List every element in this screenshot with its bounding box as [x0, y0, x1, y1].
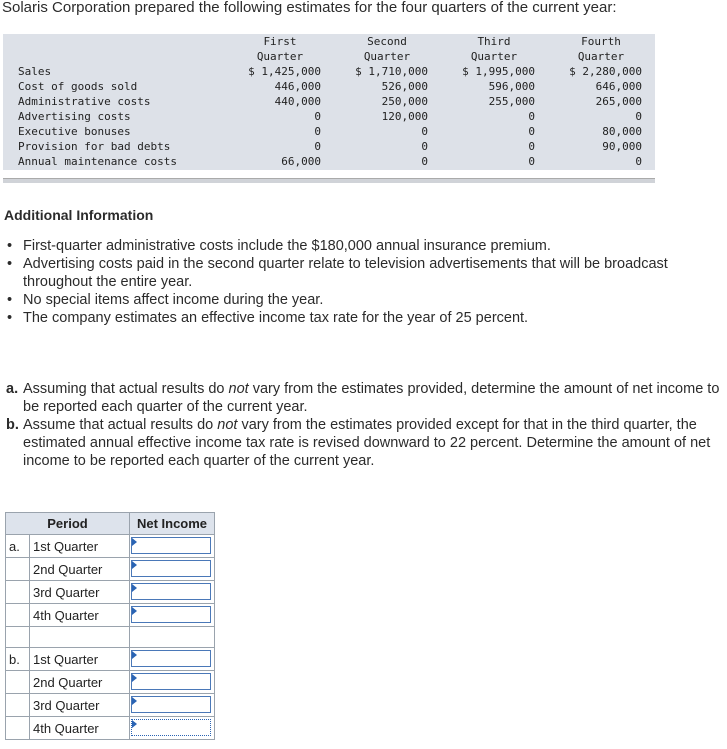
estimate-value: 0	[421, 155, 428, 168]
estimate-value: 0	[421, 140, 428, 153]
net-income-input-b-q4[interactable]	[131, 719, 211, 736]
note-item: • No special items affect income during the year.	[23, 291, 683, 309]
estimate-row	[3, 154, 655, 169]
table-row	[6, 558, 215, 581]
net-income-input-a-q4[interactable]	[131, 606, 211, 623]
estimate-value: 646,000	[595, 80, 642, 93]
estimate-value: 66,000	[281, 155, 321, 168]
estimate-row-label: Administrative costs	[18, 95, 151, 108]
estimate-value: $ 1,995,000	[462, 65, 535, 78]
part-a-label: a.	[6, 535, 30, 558]
estimates-body	[3, 64, 655, 170]
question-a-label: a.	[6, 381, 19, 397]
period-label: 3rd Quarter	[30, 694, 130, 717]
estimate-value: 0	[421, 125, 428, 138]
additional-info-title: Additional Information	[4, 207, 154, 223]
estimate-value: $ 2,280,000	[569, 65, 642, 78]
questions	[6, 380, 721, 470]
table-spacer	[6, 627, 215, 648]
header-period: Period	[6, 513, 130, 535]
table-row	[6, 604, 215, 627]
estimate-value: 265,000	[595, 95, 642, 108]
estimate-value: 446,000	[274, 80, 321, 93]
question-b-label: b.	[6, 417, 19, 433]
estimate-value: $ 1,710,000	[355, 65, 428, 78]
note-item: • Advertising costs paid in the second quarter relate to television advertisements that will be broadcast throughout the entire year.	[23, 255, 683, 291]
question-b-text-1: Assume that actual results do	[23, 417, 218, 433]
note-item: • The company estimates an effective income tax rate for the year of 25 percent.	[23, 309, 683, 327]
estimate-value: 0	[528, 155, 535, 168]
table-divider	[3, 178, 655, 183]
estimate-row	[3, 64, 655, 79]
net-income-input-b-q3[interactable]	[131, 696, 211, 713]
estimate-value: 0	[528, 110, 535, 123]
estimates-table	[3, 34, 655, 170]
intro-text: Solaris Corporation prepared the following estimates for the four quarters of the current year:	[2, 0, 617, 16]
estimate-value: 255,000	[488, 95, 535, 108]
net-income-input-b-q2[interactable]	[131, 673, 211, 690]
estimate-value: $ 1,425,000	[248, 65, 321, 78]
table-row	[6, 581, 215, 604]
part-b-label: b.	[6, 648, 30, 671]
question-a-emphasis: not	[228, 381, 249, 397]
estimate-value: 250,000	[381, 95, 428, 108]
table-row	[6, 648, 215, 671]
net-income-input-a-q2[interactable]	[131, 560, 211, 577]
period-label: 1st Quarter	[30, 648, 130, 671]
table-row	[6, 671, 215, 694]
header-fourth: Fourth Quarter	[577, 35, 625, 63]
table-row	[6, 694, 215, 717]
net-income-input-b-q1[interactable]	[131, 650, 211, 667]
period-label: 2nd Quarter	[30, 671, 130, 694]
estimate-value: 120,000	[381, 110, 428, 123]
question-a-text-1: Assuming that actual results do	[23, 381, 229, 397]
additional-info-list	[0, 237, 683, 327]
estimate-value: 90,000	[602, 140, 642, 153]
estimate-row	[3, 79, 655, 94]
period-label: 2nd Quarter	[30, 558, 130, 581]
estimate-value: 596,000	[488, 80, 535, 93]
net-income-input-a-q1[interactable]	[131, 537, 211, 554]
question-b	[6, 416, 721, 470]
estimate-row	[3, 139, 655, 154]
estimate-row-label: Annual maintenance costs	[18, 155, 177, 168]
period-label: 4th Quarter	[30, 717, 130, 740]
header-net-income: Net Income	[130, 513, 215, 535]
estimate-value: 526,000	[381, 80, 428, 93]
estimate-value: 0	[635, 155, 642, 168]
estimate-value: 80,000	[602, 125, 642, 138]
answer-table	[5, 512, 215, 740]
estimate-row	[3, 109, 655, 124]
estimate-row-label: Cost of goods sold	[18, 80, 138, 93]
table-row	[6, 535, 215, 558]
question-a	[6, 380, 721, 416]
header-first: First Quarter	[256, 35, 304, 63]
estimate-value: 0	[314, 110, 321, 123]
period-label: 1st Quarter	[30, 535, 130, 558]
estimate-value: 440,000	[274, 95, 321, 108]
estimate-row	[3, 124, 655, 139]
estimate-value: 0	[314, 125, 321, 138]
question-b-text-2: vary from the estimates provided except for that in the third quarter, the estimated annual effective income tax rate is revised downward to 22 percent. Determine the amount of net income to be reported each quarter of the current year.	[23, 417, 711, 469]
period-label: 4th Quarter	[30, 604, 130, 627]
net-income-input-a-q3[interactable]	[131, 583, 211, 600]
period-label: 3rd Quarter	[30, 581, 130, 604]
header-second: Second Quarter	[363, 35, 411, 63]
estimate-row-label: Provision for bad debts	[18, 140, 171, 153]
estimate-value: 0	[528, 140, 535, 153]
estimate-row	[3, 94, 655, 109]
estimate-row-label: Advertising costs	[18, 110, 131, 123]
header-third: Third Quarter	[470, 35, 518, 63]
question-b-emphasis: not	[217, 417, 238, 433]
note-item: • First-quarter administrative costs include the $180,000 annual insurance premium.	[23, 237, 683, 255]
estimate-row-label: Executive bonuses	[18, 125, 131, 138]
estimate-value: 0	[528, 125, 535, 138]
estimate-value: 0	[635, 110, 642, 123]
estimates-header	[3, 34, 655, 64]
estimate-row-label: Sales	[18, 65, 52, 78]
question-a-text-2: vary from the estimates provided, determine the amount of net income to be reported each quarter of the current year.	[23, 381, 720, 415]
estimate-value: 0	[314, 140, 321, 153]
table-row	[6, 717, 215, 740]
